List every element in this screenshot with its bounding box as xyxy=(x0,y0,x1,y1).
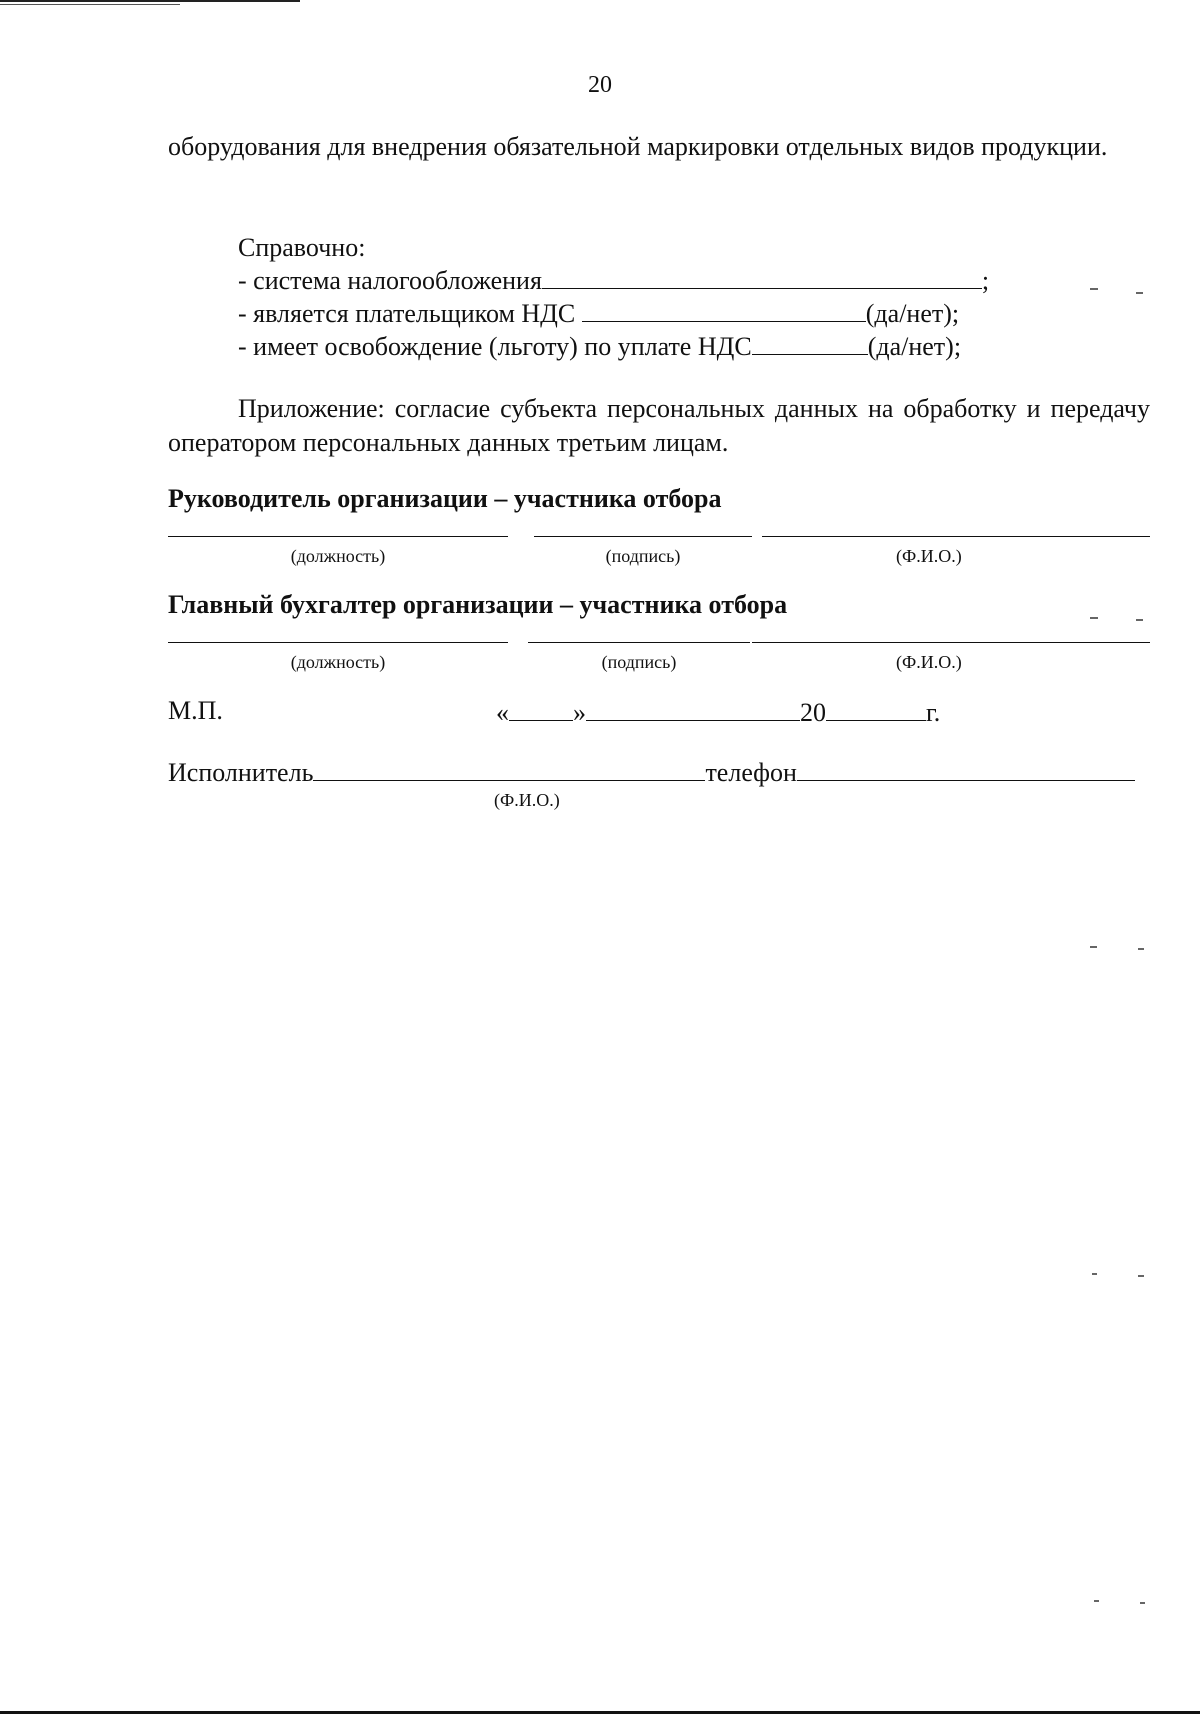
vat-exempt-line xyxy=(238,330,989,363)
director-signature-line[interactable] xyxy=(534,536,752,537)
scan-speck xyxy=(1092,1273,1097,1275)
stamp-label: М.П. xyxy=(168,696,223,725)
executor-row xyxy=(168,756,1150,796)
phone-field[interactable] xyxy=(797,756,1135,781)
quote-open: « xyxy=(496,698,509,727)
stamp-date-row xyxy=(168,696,1150,736)
date-month-field[interactable] xyxy=(586,696,800,721)
tax-system-label: - система налогообложения xyxy=(238,266,542,295)
executor-line xyxy=(168,756,1135,788)
scan-edge-top xyxy=(0,0,300,2)
accountant-position-caption: (должность) xyxy=(290,652,386,672)
director-position-line[interactable] xyxy=(168,536,508,537)
executor-name-field[interactable] xyxy=(313,756,705,781)
date-year-field[interactable] xyxy=(826,696,926,721)
scan-speck xyxy=(1138,948,1144,950)
vat-payer-label: - является плательщиком НДС xyxy=(238,299,576,328)
page-number: 20 xyxy=(588,72,612,98)
vat-exempt-label: - имеет освобождение (льготу) по уплате НДС xyxy=(238,332,752,361)
quote-close: » xyxy=(573,698,586,727)
reference-block xyxy=(238,232,989,363)
director-name-line[interactable] xyxy=(762,536,1150,537)
date-day-field[interactable] xyxy=(509,696,573,721)
scan-speck xyxy=(1138,1275,1144,1277)
vat-payer-line xyxy=(238,297,989,330)
phone-label: телефон xyxy=(705,758,797,787)
accountant-position-line[interactable] xyxy=(168,642,508,643)
scan-speck xyxy=(1090,288,1098,290)
scan-speck xyxy=(1090,946,1097,948)
intro-paragraph: оборудования для внедрения обязательной маркировки отдельных видов продукции. xyxy=(168,132,1108,161)
director-name-caption: (Ф.И.О.) xyxy=(896,546,962,566)
director-heading: Руководитель организации – участника отбора xyxy=(168,484,722,513)
accountant-name-caption: (Ф.И.О.) xyxy=(896,652,962,672)
vat-payer-field[interactable] xyxy=(582,297,866,322)
scan-speck xyxy=(1140,1602,1145,1604)
vat-exempt-end: (да/нет); xyxy=(867,332,962,361)
accountant-signature-line[interactable] xyxy=(528,642,750,643)
year-suffix: г. xyxy=(926,698,941,727)
executor-label: Исполнитель xyxy=(168,758,314,787)
accountant-name-line[interactable] xyxy=(752,642,1150,643)
scan-edge-top-secondary xyxy=(0,4,180,5)
tax-system-end: ; xyxy=(981,266,990,295)
accountant-signature-row xyxy=(168,642,1150,682)
scan-speck xyxy=(1136,292,1143,294)
director-position-caption: (должность) xyxy=(290,546,386,566)
accountant-heading: Главный бухгалтер организации – участника отбора xyxy=(168,590,788,619)
scan-speck xyxy=(1094,1600,1099,1602)
year-prefix: 20 xyxy=(800,698,826,727)
tax-system-field[interactable] xyxy=(542,264,982,289)
tax-system-line xyxy=(238,264,989,297)
executor-name-caption: (Ф.И.О.) xyxy=(494,790,560,810)
reference-title: Справочно: xyxy=(238,233,366,262)
vat-exempt-field[interactable] xyxy=(752,330,868,355)
scan-speck xyxy=(1090,617,1098,619)
director-signature-row xyxy=(168,536,1150,576)
accountant-signature-caption: (подпись) xyxy=(601,652,677,672)
date-line xyxy=(496,696,940,728)
appendix-paragraph: Приложение: согласие субъекта персональных данных на обработку и передачу оператором персональных данных третьим лицам. xyxy=(168,394,1150,457)
scan-speck xyxy=(1136,619,1143,621)
director-signature-caption: (подпись) xyxy=(605,546,681,566)
vat-payer-end: (да/нет); xyxy=(865,299,960,328)
